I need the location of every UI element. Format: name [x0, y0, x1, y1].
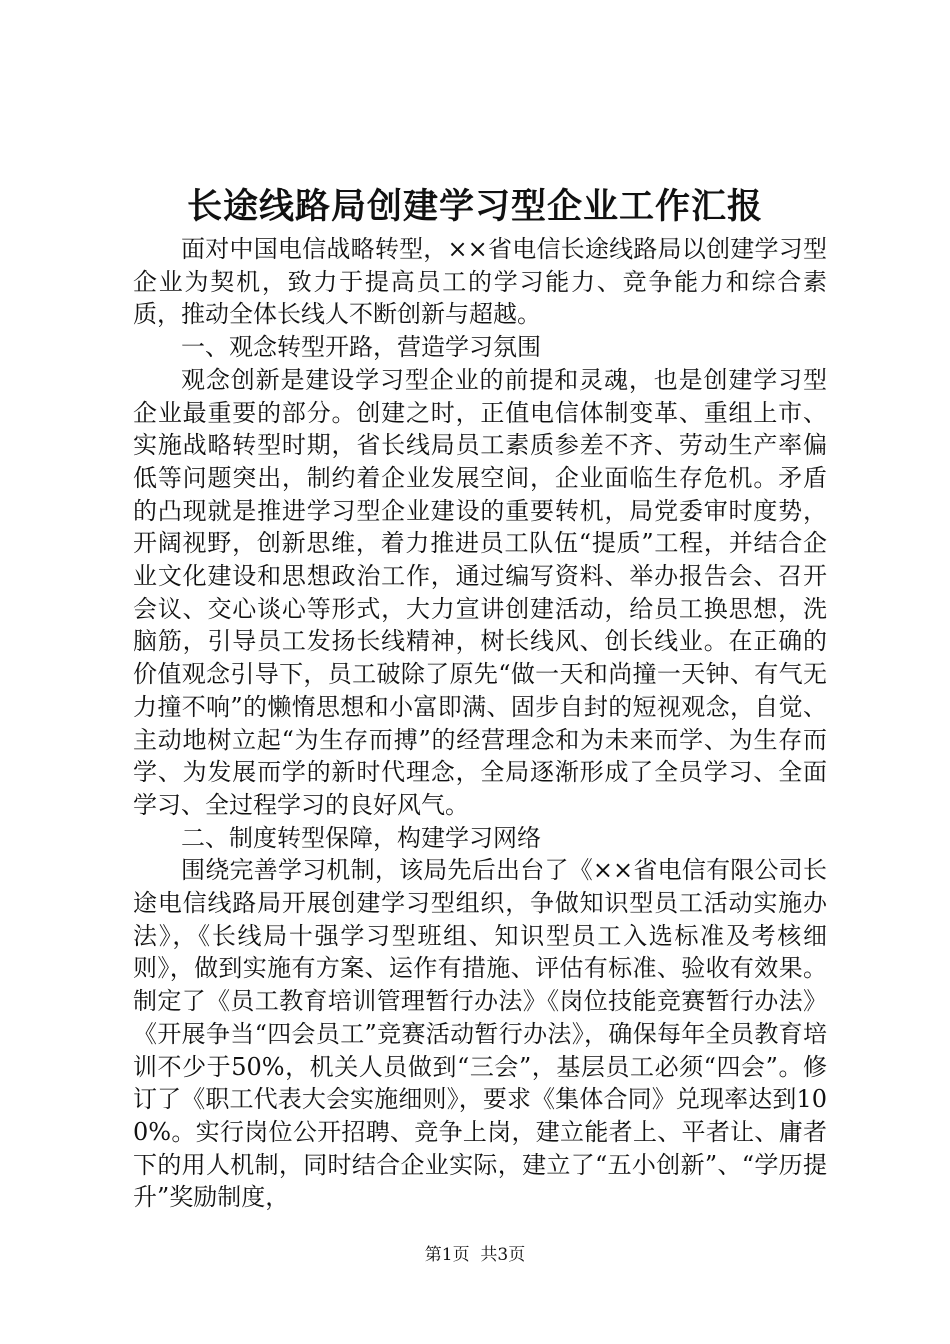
document-body: [133, 233, 827, 1214]
page-footer: [0, 1243, 950, 1267]
document-title: 长途线路局创建学习型企业工作汇报: [186, 186, 763, 227]
section-heading-1: 一、观念转型开路，营造学习氛围: [181, 333, 541, 362]
section-paragraph-1: 观念创新是建设学习型企业的前提和灵魂，也是创建学习型企业最重要的部分。创建之时，正值电信体制变革、重组上市、实施战略转型时期，省长线局员工素质参差不齐、劳动生产率偏低等问题突出，制约着企业发展空间，企业面临生存危机。矛盾的凸现就是推进学习型企业建设的重要转机，局党委审时度势，开阔视野，创新思维，着力推进员工队伍“提质”工程，并结合企业文化建设和思想政治工作，通过编写资料、举办报告会、召开会议、交心谈心等形式，大力宣讲创建活动，给员工换思想，洗脑筋，引导员工发扬长线精神，树长线风、创长线业。在正确的价值观念引导下，员工破除了原先“做一天和尚撞一天钟、有气无力撞不响”的懒惰思想和小富即满、固步自封的短视观念，自觉、主动地树立起“为生存而搏”的经营理念和为未来而学、为生存而学、为发展而学的新时代理念，全局逐渐形成了全员学习、全面学习、全过程学习的良好风气。: [133, 365, 827, 819]
page-total: 共3页: [480, 1245, 526, 1265]
intro-paragraph: 面对中国电信战略转型，××省电信长途线路局以创建学习型企业为契机，致力于提高员工的学习能力、竞争能力和综合素质，推动全体长线人不断创新与超越。: [133, 235, 827, 329]
section-paragraph-2: 围绕完善学习机制，该局先后出台了《××省电信有限公司长途电信线路局开展创建学习型组织，争做知识型员工活动实施办法》，《长线局十强学习型班组、知识型员工入选标准及考核细则》，做到实施有方案、运作有措施、评估有标准、验收有效果。制定了《员工教育培训管理暂行办法》《岗位技能竞赛暂行办法》《开展争当“四会员工”竞赛活动暂行办法》，确保每年全员教育培训不少于50%，机关人员做到“三会”，基层员工必须“四会”。修订了《职工代表大会实施细则》，要求《集体合同》兑现率达到100%。实行岗位公开招聘、竞争上岗，建立能者上、平者让、庸者下的用人机制，同时结合企业实际，建立了“五小创新”、“学历提升”奖励制度，: [133, 856, 827, 1212]
page-number: 第1页: [424, 1245, 470, 1265]
section-heading-2: 二、制度转型保障，构建学习网络: [181, 823, 541, 852]
